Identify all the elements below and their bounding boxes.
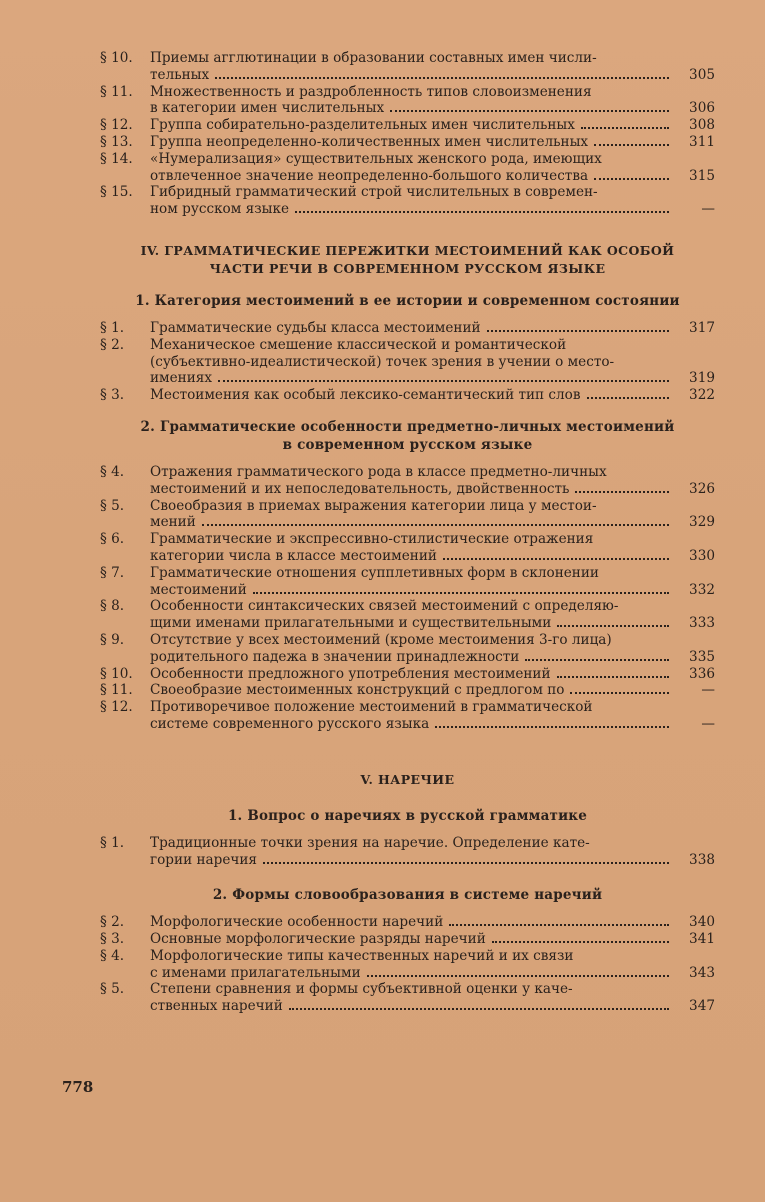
entry-title-line: [150, 615, 675, 632]
page-ref: 322: [689, 387, 715, 404]
entry-title: [150, 151, 675, 185]
page-ref: 326: [689, 480, 715, 497]
entry-title-text: Группа неопределенно-количественных имен числительных: [150, 133, 589, 150]
entry-title-line: [150, 134, 675, 151]
page-ref: 338: [689, 851, 715, 868]
entry-title-line: [150, 117, 675, 134]
dot-leader: [492, 931, 669, 943]
dot-leader: [253, 582, 669, 594]
section-number: § 4.: [100, 463, 125, 480]
entry-title-text: с именами прилагательными: [150, 964, 361, 981]
chapter-iv-line2: ЧАСТИ РЕЧИ В СОВРЕМЕННОМ РУССКОМ ЯЗЫКЕ: [209, 260, 606, 276]
entry-title: [150, 931, 675, 948]
entry-title-line: [150, 100, 675, 117]
entries-group-e: [100, 914, 715, 1015]
chapter-iv-heading: [100, 242, 715, 278]
entry-title-text: местоимений: [150, 581, 247, 598]
entry-title-line: [150, 852, 675, 869]
section-number: § 5.: [100, 981, 125, 998]
dot-leader: [525, 649, 669, 661]
entry-title-text: отвлеченное значение неопределенно-большого количества: [150, 167, 589, 184]
entry-title-line: Морфологические типы качественных наречий и их связи: [150, 947, 574, 964]
toc-entry: [100, 931, 715, 948]
section-number: § 12.: [100, 699, 133, 716]
section-number: § 2.: [100, 914, 125, 931]
entry-title-text: Своеобразие местоименных конструкций с предлогом по: [150, 682, 565, 699]
entry-title-line: [150, 666, 675, 683]
toc-entry: [100, 699, 715, 733]
section-number: § 1.: [100, 319, 125, 336]
entry-title-line: Гибридный грамматический строй числительных в современ-: [150, 184, 598, 201]
entry-title-line: Традиционные точки зрения на наречие. Определение кате-: [150, 834, 590, 851]
dot-leader: [295, 201, 669, 213]
page-ref: —: [701, 715, 715, 732]
entry-title: [150, 387, 675, 404]
entry-title-text: мений: [150, 514, 196, 531]
entry-title-line: Отсутствие у всех местоимений (кроме местоимения 3-го лица): [150, 631, 612, 648]
entry-title: [150, 498, 675, 532]
page-ref: 329: [689, 514, 715, 531]
entry-title: [150, 50, 675, 84]
entry-title-line: [150, 481, 675, 498]
toc-entry: [100, 565, 715, 599]
page-ref: —: [701, 201, 715, 218]
toc-entry: [100, 464, 715, 498]
page-ref: 306: [689, 100, 715, 117]
page-ref: 343: [689, 964, 715, 981]
page-ref: 336: [689, 665, 715, 682]
entry-title-text: тельных: [150, 66, 210, 83]
entry-title-text: в категории имен числительных: [150, 100, 385, 117]
toc-entry: [100, 598, 715, 632]
entry-title-text: щими именами прилагательными и существительными: [150, 615, 552, 632]
dot-leader: [390, 100, 669, 112]
page-ref: 340: [689, 914, 715, 931]
entry-title-line: Противоречивое положение местоимений в грамматической: [150, 699, 593, 716]
section-number: § 12.: [100, 117, 133, 134]
subsection-iv-2-line1: 2. Грамматические особенности предметно-личных местоимений: [140, 418, 675, 435]
dot-leader: [587, 387, 670, 399]
entry-title-text: системе современного русского языка: [150, 715, 430, 732]
dot-leader: [202, 514, 669, 526]
entry-title-line: «Нумерализация» существительных женского рода, имеющих: [150, 150, 602, 167]
entry-title: [150, 464, 675, 498]
table-of-contents: [100, 50, 715, 1015]
section-number: § 3.: [100, 931, 125, 948]
entry-title: [150, 632, 675, 666]
page-number: 778: [62, 1078, 94, 1096]
entry-title-line: [150, 965, 675, 982]
entry-title-text: Группа собирательно-разделительных имен числительных: [150, 117, 575, 134]
toc-entry: [100, 531, 715, 565]
entry-title: [150, 337, 675, 387]
entry-title: [150, 84, 675, 118]
section-number: § 2.: [100, 336, 125, 353]
entry-title-line: Степени сравнения и формы субъективной оценки у каче-: [150, 981, 573, 998]
section-number: § 14.: [100, 150, 133, 167]
entry-title: [150, 598, 675, 632]
dot-leader: [443, 548, 669, 560]
page-ref: 332: [689, 581, 715, 598]
toc-entry: [100, 835, 715, 869]
entry-title-line: [150, 582, 675, 599]
entry-title: [150, 117, 675, 134]
entry-title-line: [150, 914, 675, 931]
section-number: § 1.: [100, 834, 125, 851]
entry-title: [150, 531, 675, 565]
chapter-v-heading: V. НАРЕЧИЕ: [360, 771, 455, 787]
page-ref: 335: [689, 648, 715, 665]
page-ref: 317: [689, 319, 715, 336]
page-ref: 333: [689, 615, 715, 632]
page-ref: 305: [689, 66, 715, 83]
section-number: § 4.: [100, 947, 125, 964]
section-number: § 10.: [100, 665, 133, 682]
dot-leader: [218, 370, 669, 382]
page-ref: 319: [689, 370, 715, 387]
entry-title-line: Своеобразия в приемах выражения категории лица у местои-: [150, 497, 597, 514]
entry-title-line: [150, 370, 675, 387]
dot-leader: [581, 117, 669, 129]
page-ref: 308: [689, 117, 715, 134]
subsection-v-1-heading: 1. Вопрос о наречиях в русской грамматике: [227, 807, 588, 824]
dot-leader: [367, 965, 669, 977]
dot-leader: [557, 615, 669, 627]
page-ref: 341: [689, 931, 715, 948]
section-number: § 5.: [100, 497, 125, 514]
dot-leader: [487, 320, 669, 332]
dot-leader: [570, 682, 669, 694]
section-number: § 15.: [100, 184, 133, 201]
dot-leader: [435, 716, 669, 728]
dot-leader: [289, 998, 669, 1010]
entry-title: [150, 914, 675, 931]
entry-title: [150, 835, 675, 869]
page-ref: —: [701, 682, 715, 699]
toc-entry: [100, 632, 715, 666]
toc-entry: [100, 184, 715, 218]
subsection-iv-1-heading: 1. Категория местоимений в ее истории и современном состоянии: [135, 292, 680, 309]
chapter-iv-line1: IV. ГРАММАТИЧЕСКИЕ ПЕРЕЖИТКИ МЕСТОИМЕНИЙ КАК ОСОБОЙ: [140, 242, 675, 258]
entry-title-text: ном русском языке: [150, 201, 289, 218]
entry-title-text: ственных наречий: [150, 998, 283, 1015]
entry-title-line: [150, 387, 675, 404]
entry-title-text: родительного падежа в значении принадлежности: [150, 648, 520, 665]
entry-title-line: [150, 320, 675, 337]
entry-title-line: [150, 716, 675, 733]
entry-title-text: местоимений и их непоследовательность, двойственность: [150, 480, 570, 497]
entry-title: [150, 184, 675, 218]
entry-title-line: [150, 931, 675, 948]
page-ref: 311: [689, 133, 715, 150]
entry-title-text: Местоимения как особый лексико-семантический тип слов: [150, 387, 581, 404]
page-ref: 347: [689, 998, 715, 1015]
toc-entry: [100, 337, 715, 387]
toc-entry: [100, 387, 715, 404]
entry-title-line: Особенности синтаксических связей местоимений с определяю-: [150, 598, 619, 615]
entry-title-line: Отражения грамматического рода в классе предметно-личных: [150, 463, 607, 480]
section-number: § 7.: [100, 564, 125, 581]
section-number: § 10.: [100, 50, 133, 66]
entry-title: [150, 699, 675, 733]
entry-title-line: [150, 548, 675, 565]
dot-leader: [557, 666, 669, 678]
entry-title-line: Множественность и раздробленность типов словоизменения: [150, 83, 592, 100]
entries-group-d: [100, 835, 715, 869]
toc-entry: [100, 498, 715, 532]
dot-leader: [215, 67, 669, 79]
dot-leader: [594, 168, 669, 180]
toc-entry: [100, 134, 715, 151]
toc-entry: [100, 682, 715, 699]
section-number: § 9.: [100, 631, 125, 648]
page-ref: 315: [689, 167, 715, 184]
entry-title: [150, 666, 675, 683]
section-number: § 6.: [100, 531, 125, 548]
entry-title: [150, 948, 675, 982]
subsection-iv-2-heading: [100, 418, 715, 454]
toc-entry: [100, 948, 715, 982]
entry-title-line: [150, 514, 675, 531]
entries-group-c: [100, 464, 715, 733]
entry-title-line: [150, 67, 675, 84]
entry-title-line: Механическое смешение классической и романтической: [150, 336, 567, 353]
section-number: § 11.: [100, 83, 133, 100]
entry-title-line: Грамматические отношения супплетивных форм в склонении: [150, 564, 599, 581]
section-number: § 8.: [100, 598, 125, 615]
entry-title-line: [150, 201, 675, 218]
page-ref: 330: [689, 547, 715, 564]
entries-group-b: [100, 320, 715, 404]
section-number: § 3.: [100, 387, 125, 404]
toc-entry: [100, 320, 715, 337]
entry-title-text: Грамматические судьбы класса местоимений: [150, 319, 481, 336]
entry-title: [150, 981, 675, 1015]
subsection-iv-2-line2: в современном русском языке: [282, 436, 533, 453]
entry-title-line: [150, 998, 675, 1015]
entry-title: [150, 320, 675, 337]
toc-entry: [100, 151, 715, 185]
toc-entry: [100, 84, 715, 118]
entry-title-line: [150, 649, 675, 666]
dot-leader: [575, 481, 669, 493]
entry-title: [150, 682, 675, 699]
entry-title: [150, 565, 675, 599]
entry-title: [150, 134, 675, 151]
dot-leader: [594, 134, 669, 146]
entry-title-line: Грамматические и экспрессивно-стилистические отражения: [150, 531, 594, 548]
entry-title-line: [150, 168, 675, 185]
toc-entry: [100, 50, 715, 84]
entry-title-text: Основные морфологические разряды наречий: [150, 931, 486, 948]
entry-title-line: [150, 682, 675, 699]
subsection-v-2-heading: 2. Формы словообразования в системе наречий: [212, 887, 603, 904]
entries-group-a: [100, 50, 715, 218]
entry-title-text: категории числа в классе местоимений: [150, 547, 437, 564]
dot-leader: [449, 914, 669, 926]
entry-title-line: Приемы агглютинации в образовании составных имен числи-: [150, 50, 597, 66]
entry-title-text: гории наречия: [150, 851, 257, 868]
toc-entry: [100, 666, 715, 683]
entry-title-text: Особенности предложного употребления местоимений: [150, 665, 551, 682]
entry-title-text: Морфологические особенности наречий: [150, 914, 444, 931]
toc-entry: [100, 914, 715, 931]
toc-entry: [100, 117, 715, 134]
section-number: § 13.: [100, 133, 133, 150]
section-number: § 11.: [100, 682, 133, 699]
entry-title-text: имениях: [150, 370, 213, 387]
dot-leader: [263, 852, 669, 864]
toc-entry: [100, 981, 715, 1015]
entry-title-line: (субъективно-идеалистической) точек зрения в учении о место-: [150, 353, 615, 370]
